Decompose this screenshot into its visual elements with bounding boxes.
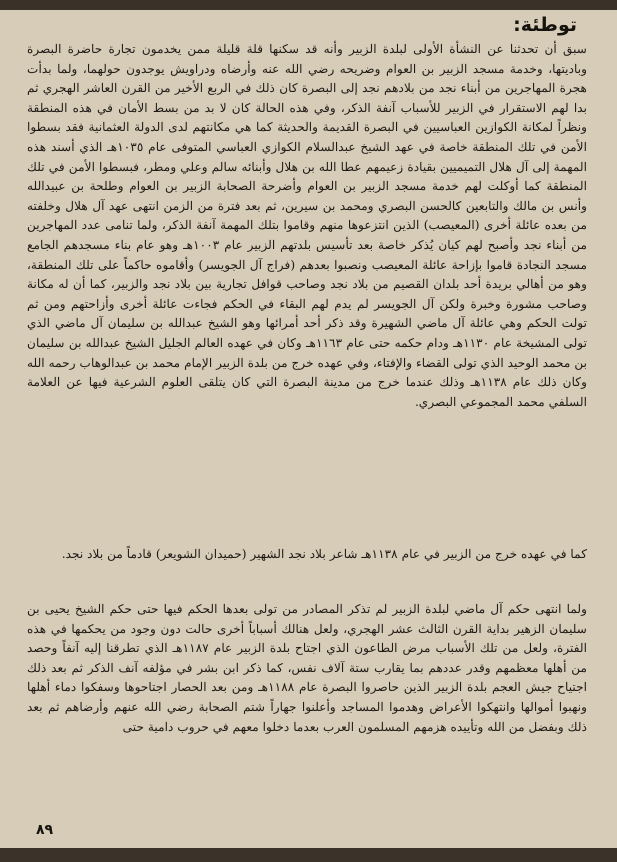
paragraph-2: كما في عهده خرج من الزبير في عام ١١٣٨هـ شاعر بلاد نجد الشهير (حميدان الشويعر) قادماً من بلاد نجد. [61,547,587,561]
paragraph-1: سبق أن تحدثنا عن النشأة الأولى لبلدة الزبير وأنه قد سكنها قلة قليلة ممن يخدمون تجارة حاضرة البصرة وباديتها، وخدمة مسجد الزبير بن العوام وضريحه رضي الله عنه وأرضاه ودراويش يوجدون حولهما، ولما بدأت هجرة المهاجرين من أبناء نجد من بلادهم نجد إلى البصرة كان ذلك في الربع الأخير من القرن العاشر الهجري ثم بدا لهم الاستقرار في الزبير للأسباب آنفة الذكر، وفي هذه الحالة كان لا بد من بسط الأمان في هذه المنطقة ونظراً لمكانة الكوازين العباسيين في البصرة القديمة والحديثة كما هي مكانتهم لدى الدولة العثمانية فقد بسطوا الأمن في تلك المنطقة خاصة في عهد الشيخ عبدالسلام الكوازي العباسي المتوفى عام ١٠٣٥هـ الذي أسند هذه المهمة إلى آل هلال التميميين بقيادة زعيمهم عطا الله بن هلال وأبنائه سالم وعلي ومطر، فبسطوا الأمن في تلك المنطقة كما أوكلت لهم خدمة مسجد الزبير بن العوام وأضرحة الصحابة الزبير بن العوام وطلحة بن عبيدالله وأنس بن مالك والتابعين كالحسن البصري ومحمد بن سيرين، ثم بعد فترة من الزمن انتهى عهد آل هلال وخلفته من بعده عائلة أخرى (المعيصب) الذين انتزعوها منهم وقاموا بتلك المهمة آنفة الذكر، ولما تنامى عدد المهاجرين من أبناء نجد وأصبح لهم كيان يُذكر خاصة بعد تأسيس بلدتهم الزبير عام ١٠٠٣هـ وهو عام بناء مسجدهم الجامع مسجد النجادة قاموا بإزاحة عائلة المعيصب ونصبوا بعدهم (فراج آل الجويسر) وأقاموه حاكماً على تلك المنطقة، وهو من أهالي بريدة أحد بلدان القصيم من بلاد نجد وصاحب قوافل تجارية بين بلاد نجد والزبير، كما أن له مكانة وصاحب مشورة وخبرة ولكن آل الجويسر لم يدم لهم البقاء في الحكم فجاءت عائلة أخرى وأزاحتهم ومن ثم تولت الحكم وهي عائلة آل ماضي الشهيرة وقد ذكر أحد أمرائها وهو الشيخ عبدالله بن سليمان آل ماضي الذي تولى المشيخة عام ١١٣٠هـ ودام حكمه حتى عام ١١٦٣هـ وكان في عهده العالم الجليل الشيخ عبدالله بن سليمان بن محمد الوحيد الذي تولى القضاء والإفتاء، وفي عهده خرج من بلدة الزبير الإمام محمد بن عبدالوهاب رحمه الله وكان ذلك عام ١١٣٨هـ وذلك عندما خرج من مدينة البصرة التي كان يتلقى العلوم الشرعية فيها عن العلامة السلفي محمد المجموعي البصري. [27,42,587,409]
paragraph-3: ولما انتهى حكم آل ماضي لبلدة الزبير لم تذكر المصادر من تولى بعدها الحكم فيها حتى حكم الشيخ يحيى بن سليمان الزهير بداية القرن الثالث عشر الهجري، ولعل هنالك أسباباً أخرى حالت دون وجود من يحكمها في هذه الفترة، ولعل من تلك الأسباب مرض الطاعون الذي اجتاح بلدة الزبير عام ١١٨٧هـ الذي تطرقنا إليه آنفاً وحصد من أهلها معظمهم وقدر عددهم بما يقارب ستة آلاف نفس، كما ذكر ابن بشر في مؤلفه آنف الذكر ثم بعد ذلك اجتياح جيش العجم بلدة الزبير الذين حاصروا البصرة عام ١١٨٨هـ ومن بعد الحصار اجتاحوها وسفكوا دماء أهلها ونهبوا أموالها وانتهكوا الأعراض وهدموا المساجد وأعلنوا جهاراً شتم الصحابة رضي الله عنهم وأرضاهم ثم بعد ذلك وبفضل من الله وتأييده هزمهم المسلمون العرب بعدما دخلوا معهم في حروب دامية حتى [27,602,587,734]
page-number: ٨٩ [36,822,54,838]
top-shadow [0,0,617,10]
section-heading: توطئة: [513,14,577,36]
bottom-shadow [0,848,617,862]
